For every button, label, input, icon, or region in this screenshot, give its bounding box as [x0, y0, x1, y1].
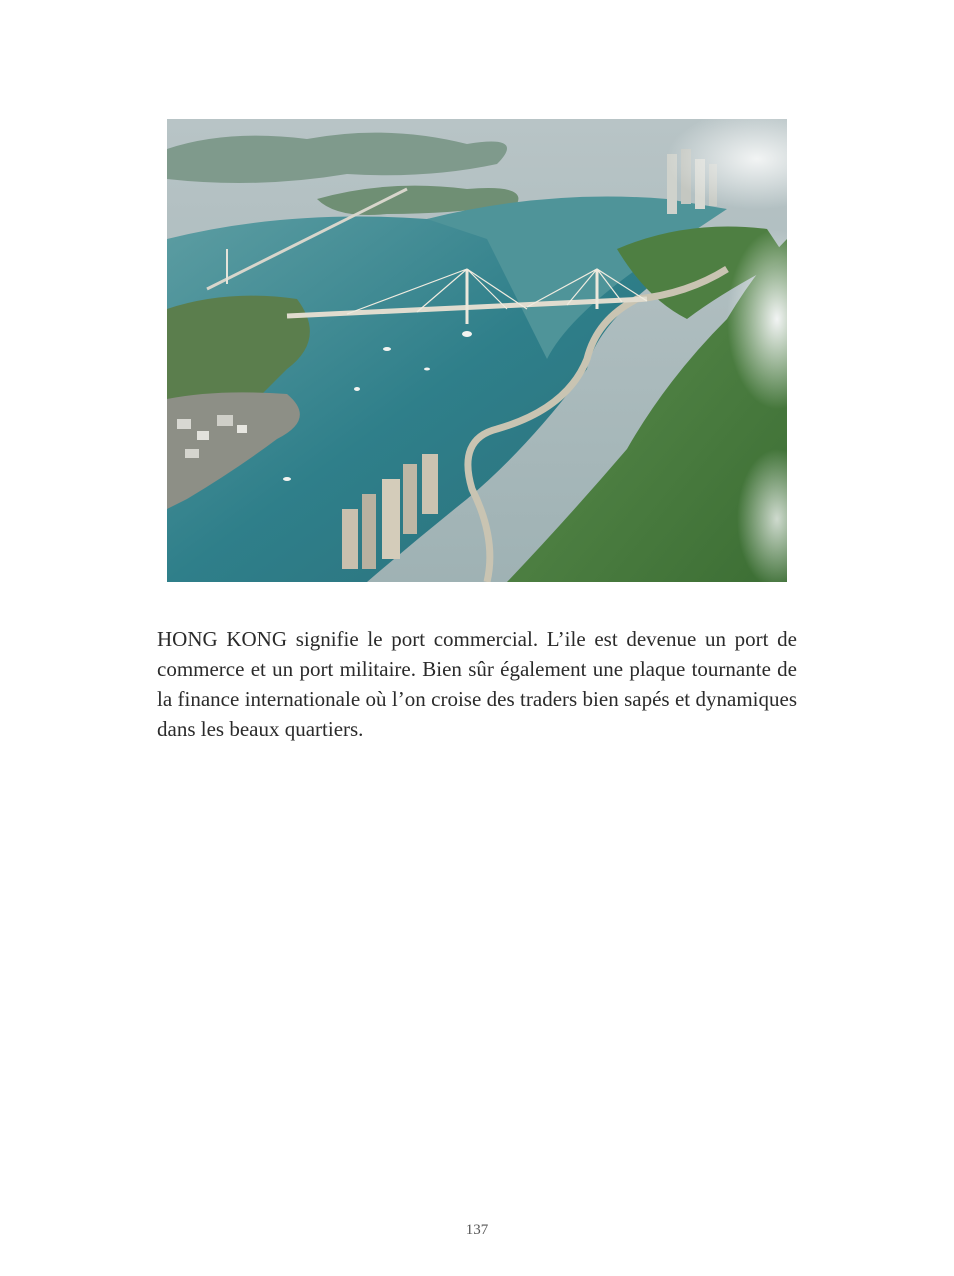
body-paragraph: HONG KONG signifie le port commercial. L’ile est devenue un port de commerce et un port militaire. Bien sûr également une plaque tournante de la finance internationale où l’on croise des traders bien sapés et dynamiques dans les beaux quartiers.: [157, 627, 797, 741]
aerial-harbor-photo: [167, 119, 787, 582]
photo-illustration: [167, 119, 787, 582]
page-number: 137: [465, 1222, 489, 1238]
